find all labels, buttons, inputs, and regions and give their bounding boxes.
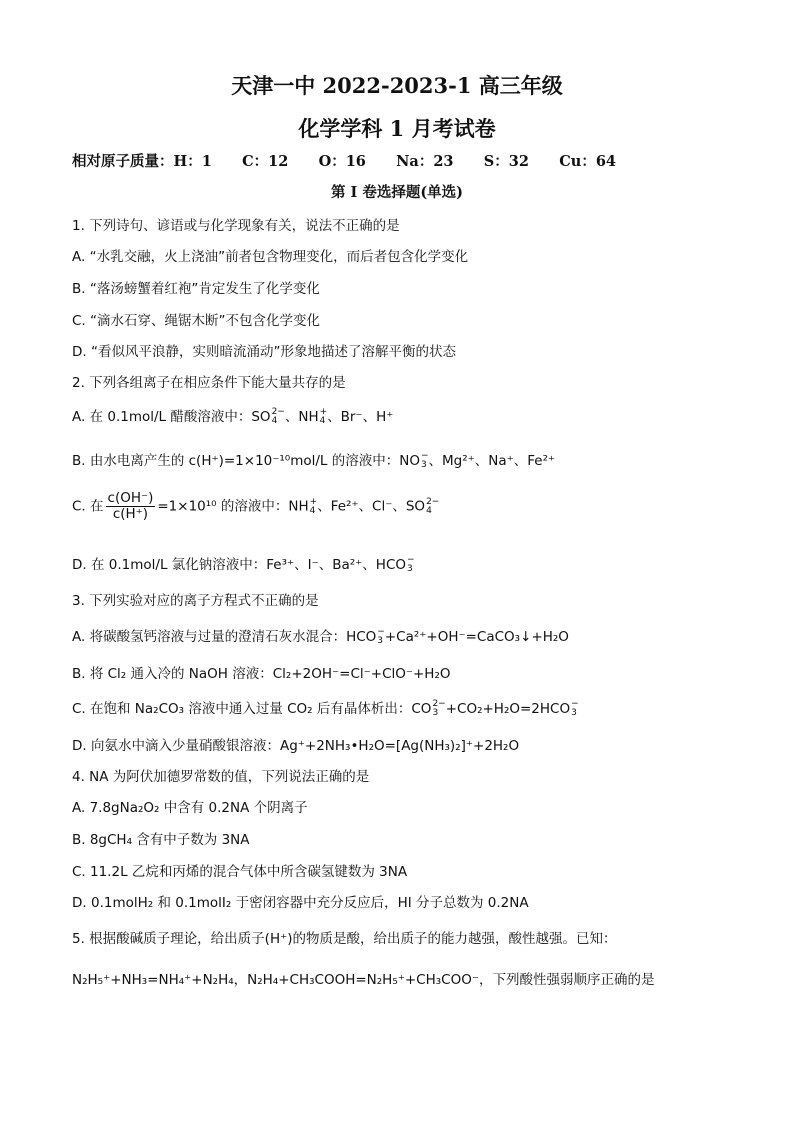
fraction <box>106 491 156 522</box>
ion-charge: 2− 4 <box>426 496 440 516</box>
q2a-text-2: 、NH <box>284 409 319 425</box>
q1-option-c: C. “滴水石穿、绳锯木断”不包含化学变化 <box>72 313 320 329</box>
exam-title: 天津一中 2022-2023-1 高三年级 <box>231 73 563 98</box>
q4-option-b: B. 8gCH₄ 含有中子数为 3NA <box>72 832 250 848</box>
question-1: 1. 下列诗句、谚语或与化学现象有关，说法不正确的是 <box>72 218 400 234</box>
q3-option-c <box>72 697 579 718</box>
ion-charge: + 4 <box>319 407 328 426</box>
question-4: 4. NA 为阿伏加德罗常数的值，下列说法正确的是 <box>72 769 370 785</box>
fraction-numerator: c(OH⁻) <box>107 490 154 506</box>
section-heading: 第 I 卷选择题(单选) <box>330 184 464 201</box>
q2c-text: C. 在 <box>72 498 104 515</box>
question-2: 2. 下列各组离子在相应条件下能大量共存的是 <box>72 375 346 391</box>
q3-option-a <box>72 625 569 646</box>
q3-option-b: B. 将 Cl₂ 通入冷的 NaOH 溶液：Cl₂+2OH⁻=Cl⁻+ClO⁻+H₂O <box>72 666 451 682</box>
q2-option-c <box>72 491 439 522</box>
q3a-text-2: +Ca²⁺+OH⁻=CaCO₃↓+H₂O <box>384 629 569 645</box>
ion-charge: 2− 4 <box>271 407 285 426</box>
q4-option-d: D. 0.1molH₂ 和 0.1molI₂ 于密闭容器中充分反应后，HI 分子总数为 0.2NA <box>72 895 529 911</box>
q2a-text: A. 在 0.1mol/L 醋酸溶液中：SO <box>72 409 271 425</box>
ion-charge: − 3 <box>407 555 415 574</box>
q2b-text: B. 由水电离产生的 c(H⁺)=1×10⁻¹⁰mol/L 的溶液中：NO <box>72 453 420 469</box>
ion-charge: 2− 3 <box>432 699 446 718</box>
q1-option-d: D. “看似风平浪静，实则暗流涌动”形象地描述了溶解平衡的状态 <box>72 344 456 360</box>
q2d-text: D. 在 0.1mol/L 氯化钠溶液中：Fe³⁺、I⁻、Ba²⁺、HCO <box>72 557 407 573</box>
ion-charge: − 3 <box>420 451 429 470</box>
q4-option-a: A. 7.8gNa₂O₂ 中含有 0.2NA 个阴离子 <box>72 800 308 816</box>
exam-subtitle: 化学学科 1 月考试卷 <box>298 116 496 141</box>
q2-option-d <box>72 553 415 574</box>
q2c-text-3: 、Fe²⁺、Cl⁻、SO <box>317 498 426 515</box>
q2a-text-3: 、Br⁻、H⁺ <box>327 409 394 425</box>
q5-equations: N₂H₅⁺+NH₃=NH₄⁺+N₂H₄，N₂H₄+CH₃COOH=N₂H₅⁺+CH₃COO⁻，下列酸性强弱顺序正确的是 <box>72 972 655 988</box>
q1-option-a: A. “水乳交融，火上浇油”前者包含物理变化，而后者包含化学变化 <box>72 249 469 265</box>
q1-option-b: B. “落汤螃蟹着红袍”肯定发生了化学变化 <box>72 281 320 297</box>
question-3: 3. 下列实验对应的离子方程式不正确的是 <box>72 593 319 609</box>
ion-charge: − 3 <box>377 627 385 646</box>
fraction-denominator: c(H⁺) <box>112 506 149 522</box>
ion-charge: + 4 <box>309 496 318 516</box>
q3c-text-2: +CO₂+H₂O=2HCO <box>445 701 571 717</box>
q3-option-d: D. 向氨水中滴入少量硝酸银溶液：Ag⁺+2NH₃•H₂O=[Ag(NH₃)₂]⁺+2H₂O <box>72 738 520 754</box>
q2b-text-2: 、Mg²⁺、Na⁺、Fe²⁺ <box>428 453 556 469</box>
q4-option-c: C. 11.2L 乙烷和丙烯的混合气体中所含碳氢键数为 3NA <box>72 864 408 880</box>
q2c-text-2: =1×10¹⁰ 的溶液中：NH <box>157 498 309 515</box>
q2-option-b <box>72 449 555 470</box>
ion-charge: − 3 <box>571 699 579 718</box>
q3a-text: A. 将碳酸氢钙溶液与过量的澄清石灰水混合：HCO <box>72 629 377 645</box>
question-5: 5. 根据酸碱质子理论，给出质子(H⁺)的物质是酸，给出质子的能力越强，酸性越强。已知： <box>72 931 617 947</box>
atomic-masses: 相对原子质量：H：1 C：12 O：16 Na：23 S：32 Cu：64 <box>72 153 616 170</box>
q2-option-a <box>72 405 393 426</box>
q3c-text: C. 在饱和 Na₂CO₃ 溶液中通入过量 CO₂ 后有晶体析出：CO <box>72 701 432 717</box>
